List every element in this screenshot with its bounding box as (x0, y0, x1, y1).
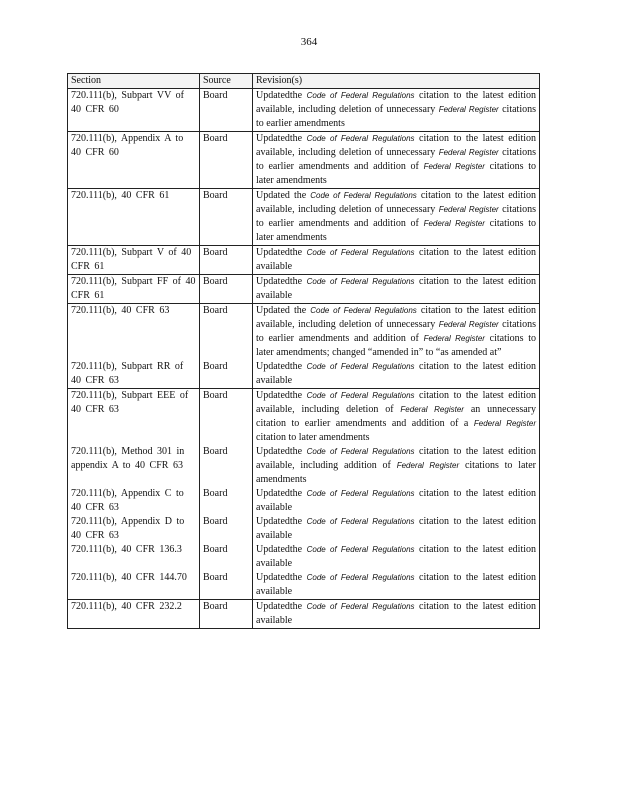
italic-citation: Federal Register (438, 320, 499, 329)
italic-citation: Code of Federal Regulations (310, 306, 417, 315)
source-text: Board (203, 247, 228, 258)
section-text: 720.111(b), Appendix D to 40 CFR 63 (71, 516, 185, 541)
revision-text: Updatedthe Code of Federal Regulations citation to the latest edition available, including deletion of Federal Register an unnecessary citation to earlier amendments and addition of a Federal Register citation to later amendments (256, 390, 536, 443)
revision-cell (253, 246, 540, 275)
section-cell (68, 246, 200, 275)
italic-citation: Code of Federal Regulations (306, 91, 415, 100)
section-cell (68, 132, 200, 189)
table-row (68, 132, 540, 189)
section-text: 720.111(b), 40 CFR 63 (71, 305, 170, 316)
section-text: 720.111(b), 40 CFR 232.2 (71, 601, 182, 612)
revision-text: Updatedthe Code of Federal Regulations citation to the latest edition available (256, 247, 536, 272)
table-header-row (68, 74, 540, 89)
header-section: Section (68, 74, 200, 89)
table-row (68, 246, 540, 275)
source-text: Board (203, 90, 228, 101)
revision-text: Updatedthe Code of Federal Regulations citation to the latest edition available, including deletion of unnecessary Federal Register citations to earlier amendments and addition of Federal Register citations to later amendments (256, 133, 537, 186)
source-cell (200, 189, 253, 246)
source-text: Board (203, 446, 228, 457)
page-number: 364 (300, 36, 318, 48)
source-text: Board (203, 276, 228, 287)
section-text: 720.111(b), 40 CFR 136.3 (71, 544, 182, 555)
section-text: 720.111(b), Subpart RR of 40 CFR 63 (71, 361, 184, 386)
source-cell (200, 132, 253, 189)
table-row (68, 89, 540, 132)
table-row (68, 600, 540, 629)
source-text: Board (203, 361, 228, 372)
revision-cell (253, 304, 540, 389)
italic-citation: Code of Federal Regulations (306, 277, 415, 286)
revision-text: Updatedthe Code of Federal Regulations citation to the latest edition available, including addition of Federal Register citations to later amendments (256, 446, 536, 485)
section-cell (68, 389, 200, 600)
source-text: Board (203, 544, 228, 555)
italic-citation: Federal Register (396, 461, 460, 470)
source-text: Board (203, 572, 228, 583)
source-text: Board (203, 601, 228, 612)
source-text: Board (203, 133, 228, 144)
italic-citation: Code of Federal Regulations (306, 517, 415, 526)
header-source: Source (200, 74, 253, 89)
revision-text: Updatedthe Code of Federal Regulations citation to the latest edition available (256, 572, 536, 597)
table-row (68, 189, 540, 246)
section-cell (68, 189, 200, 246)
revision-cell (253, 389, 540, 600)
revision-text: Updatedthe Code of Federal Regulations citation to the latest edition available, including deletion of unnecessary Federal Register citations to earlier amendments (256, 90, 537, 129)
section-text: 720.111(b), Subpart FF of 40 CFR 61 (71, 276, 196, 301)
section-text: 720.111(b), Subpart V of 40 CFR 61 (71, 247, 192, 272)
italic-citation: Code of Federal Regulations (306, 248, 415, 257)
italic-citation: Code of Federal Regulations (306, 447, 415, 456)
italic-citation: Code of Federal Regulations (306, 573, 415, 582)
italic-citation: Federal Register (423, 219, 485, 228)
revision-text: Updatedthe Code of Federal Regulations citation to the latest edition available (256, 544, 536, 569)
section-text: 720.111(b), Subpart VV of 40 CFR 60 (71, 90, 184, 115)
table-row (68, 304, 540, 389)
source-text: Board (203, 516, 228, 527)
italic-citation: Federal Register (438, 205, 499, 214)
source-cell (200, 600, 253, 629)
source-cell (200, 89, 253, 132)
section-text: 720.111(b), 40 CFR 61 (71, 190, 170, 201)
table-row (68, 389, 540, 600)
italic-citation: Code of Federal Regulations (306, 134, 415, 143)
italic-citation: Federal Register (438, 105, 499, 114)
section-cell (68, 304, 200, 389)
revision-text: Updatedthe Code of Federal Regulations citation to the latest edition available (256, 276, 536, 301)
italic-citation: Federal Register (473, 419, 536, 428)
revision-cell (253, 189, 540, 246)
table-body (68, 89, 540, 629)
italic-citation: Code of Federal Regulations (306, 362, 415, 371)
source-text: Board (203, 390, 228, 401)
italic-citation: Code of Federal Regulations (310, 191, 417, 200)
header-revisions: Revision(s) (253, 74, 540, 89)
source-text: Board (203, 190, 228, 201)
italic-citation: Code of Federal Regulations (306, 489, 415, 498)
italic-citation: Federal Register (400, 405, 464, 414)
section-text: 720.111(b), 40 CFR 144.70 (71, 572, 187, 583)
source-text: Board (203, 305, 228, 316)
italic-citation: Code of Federal Regulations (306, 391, 415, 400)
italic-citation: Federal Register (423, 162, 485, 171)
source-cell (200, 246, 253, 275)
revision-text: Updated the Code of Federal Regulations citation to the latest edition available, including deletion of unnecessary Federal Register citations to earlier amendments and addition of Federal Register citations to later amendments; changed “amended in” to “as amended at” (256, 305, 537, 358)
revision-cell (253, 275, 540, 304)
revision-text: Updatedthe Code of Federal Regulations citation to the latest edition available (256, 361, 536, 386)
source-cell (200, 389, 253, 600)
section-cell (68, 600, 200, 629)
revision-cell (253, 89, 540, 132)
revision-cell (253, 600, 540, 629)
italic-citation: Federal Register (423, 334, 485, 343)
italic-citation: Code of Federal Regulations (306, 602, 415, 611)
italic-citation: Federal Register (438, 148, 499, 157)
source-cell (200, 275, 253, 304)
section-text: 720.111(b), Subpart EEE of 40 CFR 63 (71, 390, 189, 415)
table-row (68, 275, 540, 304)
revision-cell (253, 132, 540, 189)
revision-text: Updated the Code of Federal Regulations citation to the latest edition available, including deletion of unnecessary Federal Register citations to earlier amendments and addition of Federal Register citations to later amendments (256, 190, 537, 243)
revision-text: Updatedthe Code of Federal Regulations citation to the latest edition available (256, 601, 536, 626)
section-text: 720.111(b), Appendix A to 40 CFR 60 (71, 133, 184, 158)
italic-citation: Code of Federal Regulations (306, 545, 415, 554)
revisions-table (67, 73, 540, 629)
section-text: 720.111(b), Method 301 in appendix A to 40 CFR 63 (71, 446, 185, 471)
revision-text: Updatedthe Code of Federal Regulations citation to the latest edition available (256, 488, 536, 513)
source-text: Board (203, 488, 228, 499)
section-text: 720.111(b), Appendix C to 40 CFR 63 (71, 488, 184, 513)
section-cell (68, 89, 200, 132)
revision-text: Updatedthe Code of Federal Regulations citation to the latest edition available (256, 516, 536, 541)
section-cell (68, 275, 200, 304)
source-cell (200, 304, 253, 389)
